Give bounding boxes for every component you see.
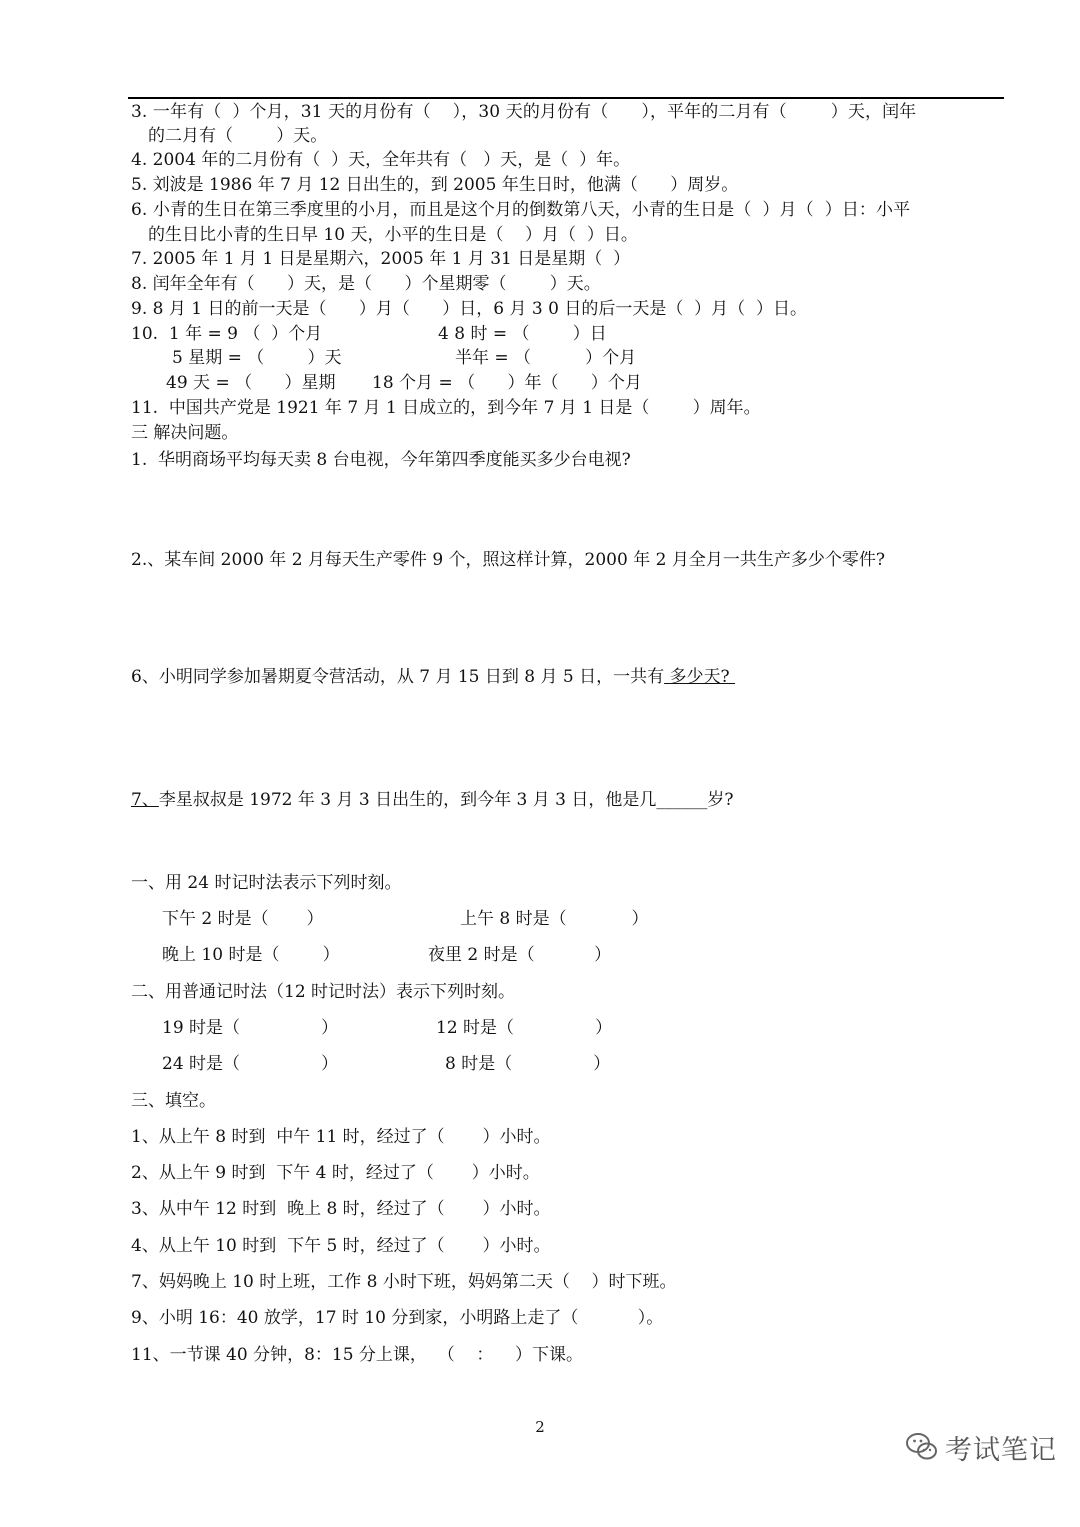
question-3-line-2: 的二月有（ ）天。 (148, 126, 328, 146)
problem-6 (131, 666, 735, 688)
time-fill-3: 3、从中午 12 时到 晚上 8 时，经过了（ ）小时。 (131, 1199, 551, 1219)
top-rule (128, 97, 1004, 99)
question-8: 8. 闰年全年有（ ）天，是（ ）个星期零（ ）天。 (131, 274, 601, 294)
time-row-3-left: 19 时是（ ） (162, 1018, 339, 1038)
time-row-1-left: 下午 2 时是（ ） (162, 909, 324, 929)
problem-2: 2.、某车间 2000 年 2 月每天生产零件 9 个，照这样计算，2000 年 2 月全月一共生产多少个零件? (131, 550, 885, 570)
problem-1: 1. 华明商场平均每天卖 8 台电视，今年第四季度能买多少台电视? (131, 450, 631, 470)
watermark (905, 1425, 1057, 1469)
wechat-icon (905, 1430, 939, 1464)
question-10-row-1-right: 4 8 时 = （ ）日 (438, 324, 607, 344)
time-row-3-right: 12 时是（ ） (436, 1018, 613, 1038)
problem-6-underlined: 多少天? (664, 667, 736, 687)
question-10-row-3-right: 18 个月 = （ ）年（ ）个月 (372, 373, 642, 393)
watermark-text: 考试笔记 (945, 1434, 1057, 1466)
time-row-4-left: 24 时是（ ） (162, 1054, 339, 1074)
time-fill-1: 1、从上午 8 时到 中午 11 时，经过了（ ）小时。 (131, 1127, 551, 1147)
question-10-row-2-left: 5 星期 = （ ）天 (172, 348, 342, 368)
question-10-row-2-right: 半年 = （ ）个月 (455, 348, 637, 368)
question-5: 5. 刘波是 1986 年 7 月 12 日出生的，到 2005 年生日时，他满（ ）周岁。 (131, 175, 739, 195)
question-9: 9. 8 月 1 日的前一天是（ ）月（ ）日，6 月 3 0 日的后一天是（ ）月（ ）日。 (131, 299, 807, 319)
question-11: 11. 中国共产党是 1921 年 7 月 1 日成立的，到今年 7 月 1 日是（ ）周年。 (131, 398, 761, 418)
time-heading-1: 一、用 24 时记时法表示下列时刻。 (131, 873, 402, 893)
time-fill-7: 7、妈妈晚上 10 时上班，工作 8 小时下班，妈妈第二天（ ）时下班。 (131, 1272, 677, 1292)
section-heading-problems: 三 解决问题。 (131, 423, 239, 443)
question-6-line-1: 6. 小青的生日在第三季度里的小月，而且是这个月的倒数第八天，小青的生日是（ ）月（ ）日：小平 (131, 200, 911, 220)
question-7: 7. 2005 年 1 月 1 日是星期六，2005 年 1 月 31 日是星期（ ） (131, 249, 631, 269)
time-fill-11: 11、一节课 40 分钟，8：15 分上课， （ ： ）下课。 (131, 1345, 583, 1365)
time-heading-2: 二、用普通记时法（12 时记时法）表示下列时刻。 (131, 982, 516, 1002)
time-row-1-right: 上午 8 时是（ ） (460, 909, 649, 929)
time-fill-4: 4、从上午 10 时到 下午 5 时，经过了（ ）小时。 (131, 1236, 551, 1256)
problem-7-text: 李星叔叔是 1972 年 3 月 3 日出生的，到今年 3 月 3 日，他是几______岁? (158, 790, 734, 810)
problem-7 (131, 789, 734, 811)
problem-6-text: 6、小明同学参加暑期夏令营活动，从 7 月 15 日到 8 月 5 日，一共有 (131, 667, 665, 687)
question-6-line-2: 的生日比小青的生日早 10 天，小平的生日是（ ）月（ ）日。 (148, 225, 638, 245)
time-fill-9: 9、小明 16：40 放学，17 时 10 分到家，小明路上走了（ ）。 (131, 1308, 664, 1328)
question-3-line-1: 3. 一年有（ ）个月，31 天的月份有（ ），30 天的月份有（ ），平年的二月有（ ）天，闰年 (131, 102, 917, 122)
time-row-2-right: 夜里 2 时是（ ） (428, 945, 612, 965)
question-10-row-3-left: 49 天 = （ ）星期 (166, 373, 336, 393)
problem-7-number: 7、 (131, 790, 159, 810)
question-4: 4. 2004 年的二月份有（ ）天，全年共有（ ）天，是（ ）年。 (131, 150, 631, 170)
page-number: 2 (535, 1418, 545, 1436)
time-row-2-left: 晚上 10 时是（ ） (162, 945, 340, 965)
time-fill-2: 2、从上午 9 时到 下午 4 时，经过了（ ）小时。 (131, 1163, 540, 1183)
time-heading-3: 三、填空。 (131, 1091, 216, 1111)
time-row-4-right: 8 时是（ ） (445, 1054, 611, 1074)
question-10-row-1-left: 10. 1 年 = 9 （ ）个月 (131, 324, 323, 344)
